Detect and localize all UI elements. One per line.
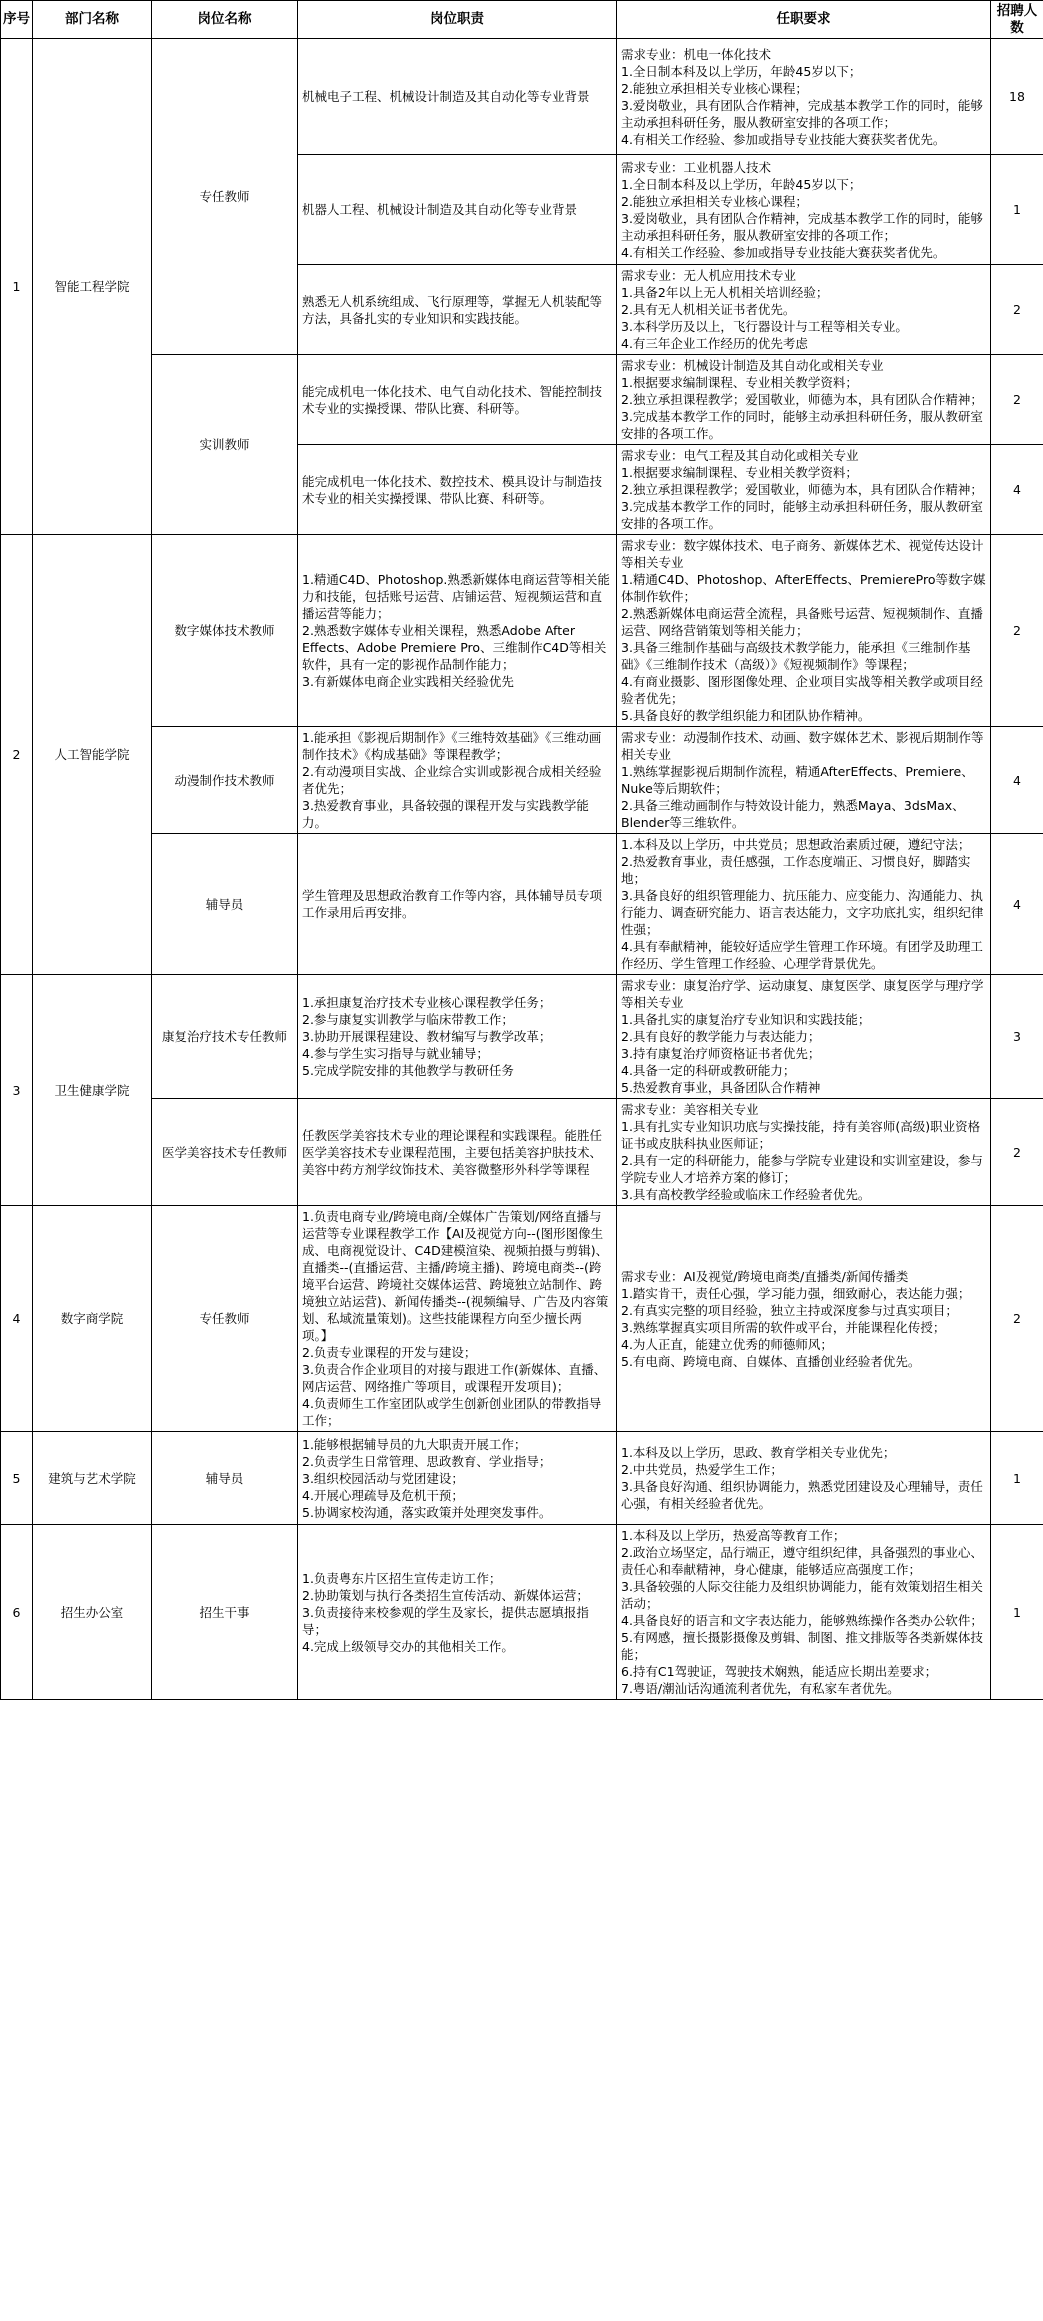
table-row bbox=[1, 39, 1043, 155]
requirement-text: 需求专业：机电一体化技术 1.全日制本科及以上学历，年龄45岁以下； 2.能独立承担相关专业核心课程； 3.爱岗敬业，具有团队合作精神，完成基本教学工作的同时，能够主动承担科研任务，服从教研室安排的各项工作； 4.有相关工作经验、参加或指导专业技能大赛获奖者优先。 bbox=[617, 39, 991, 155]
requirement-text: 需求专业：工业机器人技术 1.全日制本科及以上学历，年龄45岁以下； 2.能独立承担相关专业核心课程； 3.爱岗敬业，具有团队合作精神，完成基本教学工作的同时，能够主动承担科研任务，服从教研室安排的各项工作； 4.有相关工作经验、参加或指导专业技能大赛获奖者优先。 bbox=[617, 155, 991, 265]
duty-text: 熟悉无人机系统组成、飞行原理等，掌握无人机装配等方法，具备扎实的专业知识和实践技能。 bbox=[298, 265, 617, 355]
table-row bbox=[1, 1099, 1043, 1206]
post-name: 数字媒体技术教师 bbox=[152, 535, 298, 727]
post-name: 实训教师 bbox=[152, 355, 298, 535]
table-row bbox=[1, 355, 1043, 445]
header-dept: 部门名称 bbox=[33, 1, 152, 39]
duty-text: 机器人工程、机械设计制造及其自动化等专业背景 bbox=[298, 155, 617, 265]
dept-name: 建筑与艺术学院 bbox=[33, 1432, 152, 1525]
duty-text: 1.精通C4D、Photoshop.熟悉新媒体电商运营等相关能力和技能，包括账号运营、店铺运营、短视频运营和直播运营等能力； 2.熟悉数字媒体专业相关课程，熟悉Adobe After Effects、Adobe Premiere Pro、三维制作C4D等相关软件，具有一定的影视作品制作能力； 3.有新媒体电商企业实践相关经验优先 bbox=[298, 535, 617, 727]
header-duty: 岗位职责 bbox=[298, 1, 617, 39]
post-name: 专任教师 bbox=[152, 39, 298, 355]
dept-name: 人工智能学院 bbox=[33, 535, 152, 975]
table-row bbox=[1, 727, 1043, 834]
row-number: 3 bbox=[1, 975, 33, 1206]
hire-count: 2 bbox=[991, 535, 1043, 727]
dept-name: 智能工程学院 bbox=[33, 39, 152, 535]
post-name: 辅导员 bbox=[152, 1432, 298, 1525]
requirement-text: 1.本科及以上学历，中共党员；思想政治素质过硬，遵纪守法； 2.热爱教育事业，责任感强，工作态度端正、习惯良好，脚踏实地； 3.具备良好的组织管理能力、抗压能力、应变能力、沟通能力、执行能力、调查研究能力、语言表达能力，文字功底扎实，组织纪律性强； 4.具有奉献精神，能较好适应学生管理工作环境。有团学及助理工作经历、学生管理工作经验、心理学背景优先。 bbox=[617, 834, 991, 975]
requirement-text: 需求专业：机械设计制造及其自动化或相关专业 1.根据要求编制课程、专业相关教学资料； 2.独立承担课程教学；爱国敬业，师德为本，具有团队合作精神； 3.完成基本教学工作的同时，能够主动承担科研任务，服从教研室安排的各项工作。 bbox=[617, 355, 991, 445]
row-number: 4 bbox=[1, 1206, 33, 1432]
duty-text: 1.能承担《影视后期制作》《三维特效基础》《三维动画制作技术》《构成基础》等课程教学； 2.有动漫项目实战、企业综合实训或影视合成相关经验者优先； 3.热爱教育事业，具备较强的课程开发与实践教学能力。 bbox=[298, 727, 617, 834]
duty-text: 1.负责电商专业/跨境电商/全媒体广告策划/网络直播与运营等专业课程教学工作【AI及视觉方向--(图形图像生成、电商视觉设计、C4D建模渲染、视频拍摄与剪辑)、直播类--(直播运营、主播/跨境主播)、跨境电商类--(跨境平台运营、跨境社交媒体运营、跨境独立站制作、跨境独立站运营)、新闻传播类--(视频编导、广告及内容策划、私域流量策划)。这些技能课程方向至少擅长两项。】 2.负责专业课程的开发与建设； 3.负责合作企业项目的对接与跟进工作(新媒体、直播、网店运营、网络推广等项目，或课程开发项目)； 4.负责师生工作室团队或学生创新创业团队的带教指导工作； bbox=[298, 1206, 617, 1432]
post-name: 招生干事 bbox=[152, 1525, 298, 1700]
table-row bbox=[1, 834, 1043, 975]
table-row bbox=[1, 1525, 1043, 1700]
duty-text: 机械电子工程、机械设计制造及其自动化等专业背景 bbox=[298, 39, 617, 155]
post-name: 动漫制作技术教师 bbox=[152, 727, 298, 834]
hire-count: 1 bbox=[991, 1525, 1043, 1700]
header-post: 岗位名称 bbox=[152, 1, 298, 39]
requirement-text: 需求专业：数字媒体技术、电子商务、新媒体艺术、视觉传达设计等相关专业 1.精通C4D、Photoshop、AfterEffects、PremierePro等数字媒体制作软件； 2.熟悉新媒体电商运营全流程，具备账号运营、短视频制作、直播运营、网络营销策划等相关能力； 3.具备三维制作基础与高级技术教学能力，能承担《三维制作基础》《三维制作技术（高级）》《短视频制作》等课程； 4.有商业摄影、图形图像处理、企业项目实战等相关教学或项目经验者优先； 5.具备良好的教学组织能力和团队协作精神。 bbox=[617, 535, 991, 727]
hire-count: 18 bbox=[991, 39, 1043, 155]
row-number: 1 bbox=[1, 39, 33, 535]
hire-count: 4 bbox=[991, 445, 1043, 535]
dept-name: 数字商学院 bbox=[33, 1206, 152, 1432]
hire-count: 3 bbox=[991, 975, 1043, 1099]
requirement-text: 需求专业：电气工程及其自动化或相关专业 1.根据要求编制课程、专业相关教学资料； 2.独立承担课程教学；爱国敬业，师德为本，具有团队合作精神； 3.完成基本教学工作的同时，能够主动承担科研任务，服从教研室安排的各项工作。 bbox=[617, 445, 991, 535]
duty-text: 1.承担康复治疗技术专业核心课程教学任务； 2.参与康复实训教学与临床带教工作； 3.协助开展课程建设、教材编写与教学改革； 4.参与学生实习指导与就业辅导； 5.完成学院安排的其他教学与教研任务 bbox=[298, 975, 617, 1099]
table-row bbox=[1, 975, 1043, 1099]
dept-name: 卫生健康学院 bbox=[33, 975, 152, 1206]
hire-count: 2 bbox=[991, 355, 1043, 445]
row-number: 2 bbox=[1, 535, 33, 975]
table-row bbox=[1, 1432, 1043, 1525]
table-row bbox=[1, 1206, 1043, 1432]
duty-text: 1.负责粤东片区招生宣传走访工作； 2.协助策划与执行各类招生宣传活动、新媒体运营； 3.负责接待来校参观的学生及家长，提供志愿填报指导； 4.完成上级领导交办的其他相关工作。 bbox=[298, 1525, 617, 1700]
requirement-text: 1.本科及以上学历，热爱高等教育工作； 2.政治立场坚定，品行端正，遵守组织纪律，具备强烈的事业心、责任心和奉献精神，身心健康，能够适应高强度工作； 3.具备较强的人际交往能力及组织协调能力，能有效策划招生相关活动； 4.具备良好的语言和文字表达能力，能够熟练操作各类办公软件； 5.有网感，擅长摄影摄像及剪辑、制图、推文排版等各类新媒体技能； 6.持有C1驾驶证，驾驶技术娴熟，能适应长期出差要求； 7.粤语/潮汕话沟通流利者优先，有私家车者优先。 bbox=[617, 1525, 991, 1700]
requirement-text: 需求专业：康复治疗学、运动康复、康复医学、康复医学与理疗学等相关专业 1.具备扎实的康复治疗专业知识和实践技能； 2.具有良好的教学能力与表达能力； 3.持有康复治疗师资格证书者优先； 4.具备一定的科研或教研能力； 5.热爱教育事业，具备团队合作精神 bbox=[617, 975, 991, 1099]
hire-count: 2 bbox=[991, 265, 1043, 355]
row-number: 6 bbox=[1, 1525, 33, 1700]
dept-name: 招生办公室 bbox=[33, 1525, 152, 1700]
hire-count: 4 bbox=[991, 727, 1043, 834]
post-name: 专任教师 bbox=[152, 1206, 298, 1432]
duty-text: 学生管理及思想政治教育工作等内容，具体辅导员专项工作录用后再安排。 bbox=[298, 834, 617, 975]
requirement-text: 需求专业：AI及视觉/跨境电商类/直播类/新闻传播类 1.踏实肯干，责任心强，学习能力强，细致耐心，表达能力强； 2.有真实完整的项目经验，独立主持或深度参与过真实项目； 3.熟练掌握真实项目所需的软件或平台，并能课程化传授； 4.为人正直，能建立优秀的师德师风； 5.有电商、跨境电商、自媒体、直播创业经验者优先。 bbox=[617, 1206, 991, 1432]
header-no: 序号 bbox=[1, 1, 33, 39]
hire-count: 2 bbox=[991, 1206, 1043, 1432]
duty-text: 能完成机电一体化技术、电气自动化技术、智能控制技术专业的实操授课、带队比赛、科研等。 bbox=[298, 355, 617, 445]
requirement-text: 需求专业：美容相关专业 1.具有扎实专业知识功底与实操技能，持有美容师(高级)职业资格证书或皮肤科执业医师证； 2.具有一定的科研能力，能参与学院专业建设和实训室建设，参与学院专业人才培养方案的修订； 3.具有高校教学经验或临床工作经验者优先。 bbox=[617, 1099, 991, 1206]
post-name: 医学美容技术专任教师 bbox=[152, 1099, 298, 1206]
hire-count: 1 bbox=[991, 155, 1043, 265]
hire-count: 1 bbox=[991, 1432, 1043, 1525]
header-req: 任职要求 bbox=[617, 1, 991, 39]
hire-count: 2 bbox=[991, 1099, 1043, 1206]
post-name: 辅导员 bbox=[152, 834, 298, 975]
duty-text: 能完成机电一体化技术、数控技术、模具设计与制造技术专业的相关实操授课、带队比赛、科研等。 bbox=[298, 445, 617, 535]
duty-text: 1.能够根据辅导员的九大职责开展工作； 2.负责学生日常管理、思政教育、学业指导； 3.组织校园活动与党团建设； 4.开展心理疏导及危机干预； 5.协调家校沟通，落实政策并处理突发事件。 bbox=[298, 1432, 617, 1525]
header-row bbox=[1, 1, 1043, 39]
hire-count: 4 bbox=[991, 834, 1043, 975]
header-count: 招聘人数 bbox=[991, 1, 1043, 39]
requirement-text: 需求专业：动漫制作技术、动画、数字媒体艺术、影视后期制作等相关专业 1.熟练掌握影视后期制作流程，精通AfterEffects、Premiere、Nuke等后期软件； 2.具备三维动画制作与特效设计能力，熟悉Maya、3dsMax、Blender等三维软件。 bbox=[617, 727, 991, 834]
table-row bbox=[1, 535, 1043, 727]
duty-text: 任教医学美容技术专业的理论课程和实践课程。能胜任医学美容技术专业课程范围，主要包括美容护肤技术、美容中药方剂学纹饰技术、美容微整形外科学等课程 bbox=[298, 1099, 617, 1206]
requirement-text: 需求专业：无人机应用技术专业 1.具备2年以上无人机相关培训经验； 2.具有无人机相关证书者优先。 3.本科学历及以上，飞行器设计与工程等相关专业。 4.有三年企业工作经历的优先考虑 bbox=[617, 265, 991, 355]
row-number: 5 bbox=[1, 1432, 33, 1525]
post-name: 康复治疗技术专任教师 bbox=[152, 975, 298, 1099]
requirement-text: 1.本科及以上学历，思政、教育学相关专业优先； 2.中共党员，热爱学生工作； 3.具备良好沟通、组织协调能力，熟悉党团建设及心理辅导，责任心强，有相关经验者优先。 bbox=[617, 1432, 991, 1525]
